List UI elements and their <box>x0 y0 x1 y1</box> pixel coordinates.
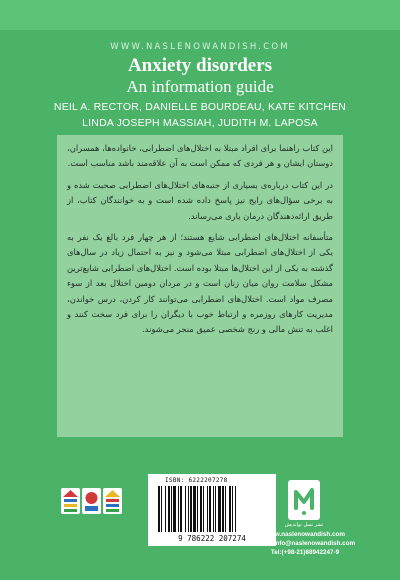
description-box <box>57 135 343 437</box>
isbn-label: ISBN: 6222207278 <box>165 477 228 484</box>
isbn-number: 9 786222 207274 <box>178 534 246 543</box>
contact-email: Email:info@naslenowandish.com <box>254 540 356 547</box>
contact-phone: Tel:(+98-21)88942247-9 <box>270 549 340 556</box>
description-paragraph-3: متأسفانه اختلال‌های اضطرابی شایع هستند؛ از هر چهار فرد بالغ یک نفر به یکی از اختلال‌های اضطرابی مبتلا می‌شود و نیز به احتمال زیاد در سال‌های گذشته به یکی از این اختلال‌ها مبتلا بوده است. اختلال‌های اضطرابی شایع‌ترین مشکل سلامت روان میان زنان است و در مردان دومین اختلال بعد از سوء مصرف مواد است. اختلال‌های اضطرابی می‌توانند کار کردن، درس خواندن، مدیریت کارهای روزمره و ارتباط خوب با دیگران را برای فرد سخت کنند و اغلب به تنش مالی و رنج شخصی عمیق منجر می‌شوند. <box>67 232 333 335</box>
publisher-logo-icon <box>286 478 322 522</box>
authors-line-2: LINDA JOSEPH MASSIAH, JUDITH M. LAPOSA <box>82 117 318 129</box>
book-subtitle: An information guide <box>126 77 274 96</box>
description-paragraph-1: این کتاب راهنما برای افراد مبتلا به اختلال‌های اضطرابی، خانواده‌ها، همسران، دوستان ایشان و هر فردی که ممکن است به آن علاقه‌مند باشد مناسب است. <box>67 143 333 169</box>
contact-website: www.naslenowandish.com <box>265 531 345 538</box>
website-url-top: WWW.NASLENOWANDISH.COM <box>110 42 290 52</box>
authors-line-1: NEIL A. RECTOR, DANIELLE BOURDEAU, KATE KITCHEN <box>53 101 347 113</box>
award-seals-icon <box>60 484 124 518</box>
book-title: Anxiety disorders <box>127 55 273 76</box>
top-stripe <box>0 0 400 30</box>
publisher-name: نشر نسل نواندیش <box>284 522 324 528</box>
barcode-bars-icon <box>156 486 268 532</box>
description-paragraph-2: در این کتاب درباره‌ی بسیاری از جنبه‌های اختلال‌های اضطرابی صحبت شده و به برخی سؤال‌های رایج نیز پاسخ داده شده است و به خوانندگان کتاب، از طریق ارائه‌دهندگان درمان یاری می‌رساند. <box>67 179 333 221</box>
